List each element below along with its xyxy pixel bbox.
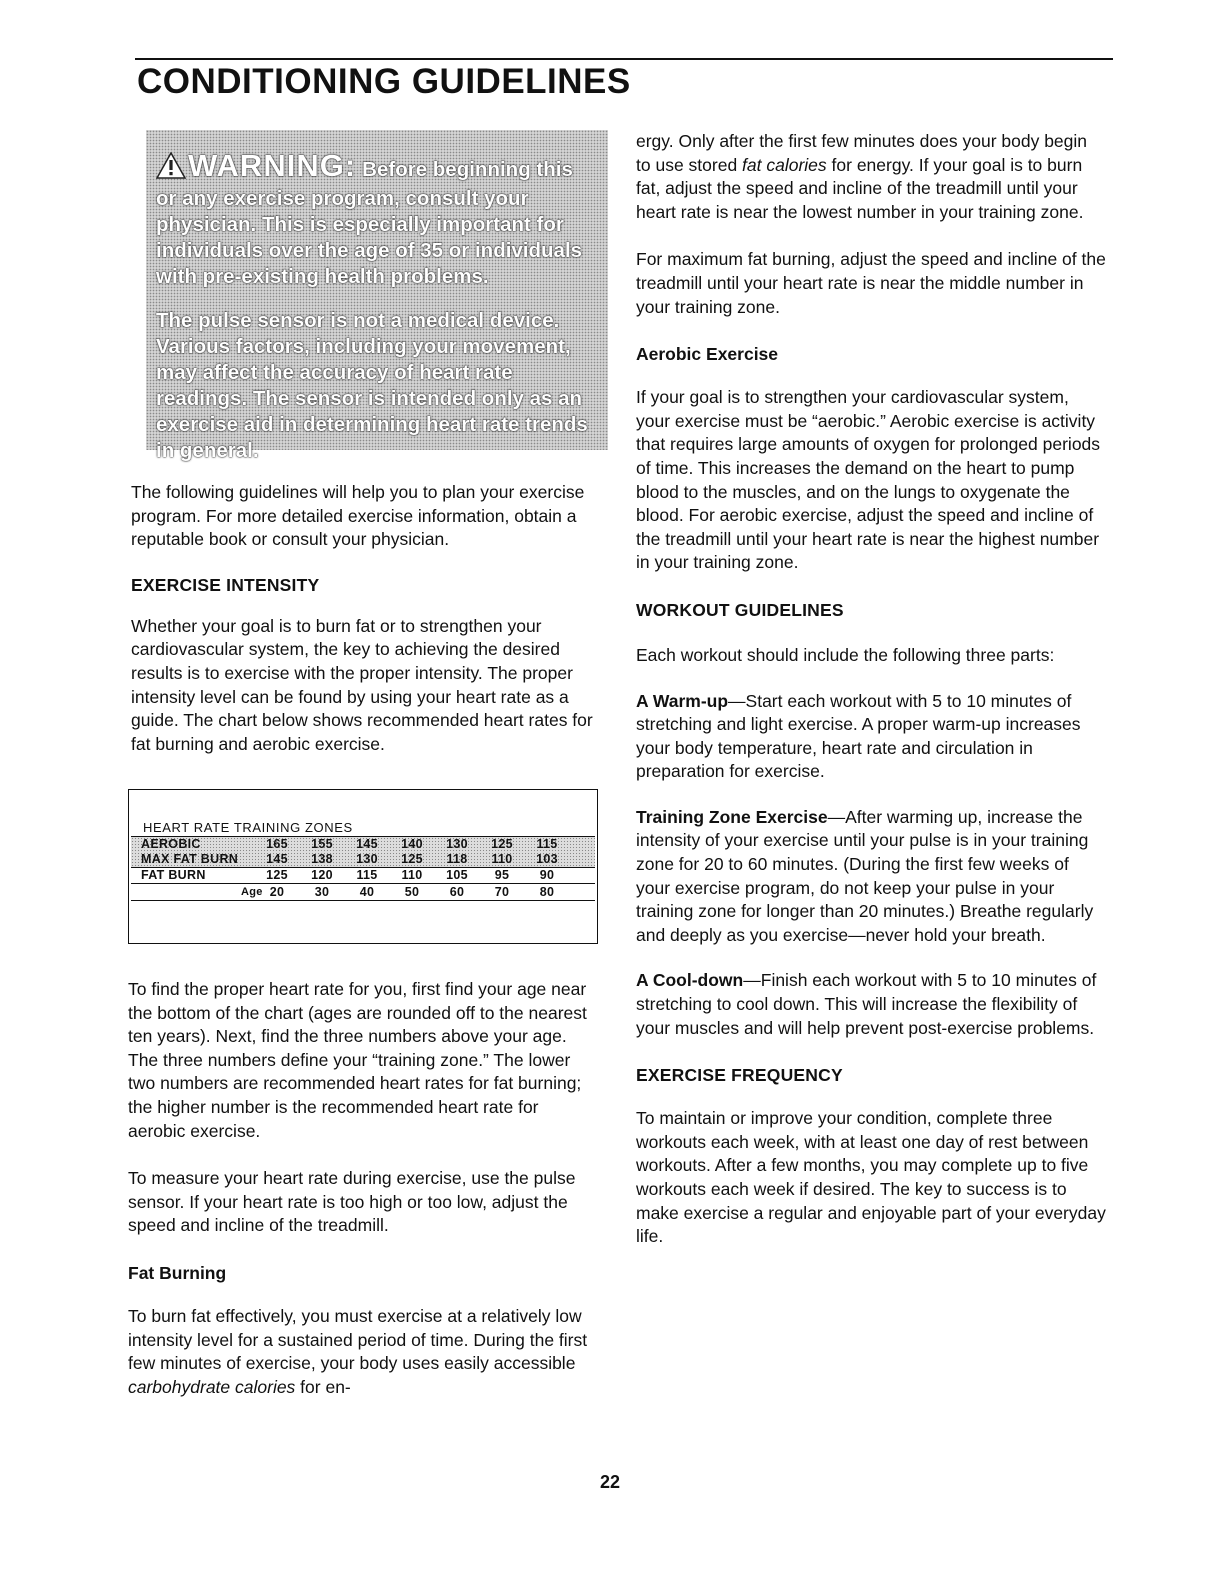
chart-cell: 125 xyxy=(491,837,513,851)
chart-cell: 155 xyxy=(311,837,333,851)
fat-calories-emphasis-visible: fat calories xyxy=(742,154,827,175)
cooldown-text: —Finish each workout with 5 to 10 minutes of stretching to cool down. This will increase the flexibility of your muscles and will help prevent post-exercise problems. xyxy=(636,970,1097,1038)
chart-cell: 138 xyxy=(311,852,333,866)
chart-cell: 120 xyxy=(311,868,333,882)
chart-row-aerobic xyxy=(131,836,595,853)
fat-burning-text-c: for energy. If your goal is to burn fat, adjust the speed and incline of the treadmill until your heart rate is near the lowest number in your training zone. xyxy=(636,154,1084,222)
warning-heading: WARNING: xyxy=(188,148,357,183)
warning-text-1: Before beginning this or any exercise program, consult your physician. This is especially important for individuals over the age of 35 or individuals with pre-existing health problems. xyxy=(156,158,583,288)
age-cell: 60 xyxy=(449,885,465,899)
chart-cell: 118 xyxy=(446,852,468,866)
fat-burning-paragraph-1a xyxy=(128,1305,598,1399)
age-cell: 30 xyxy=(314,885,330,899)
exercise-intensity-paragraph-1: Whether your goal is to burn fat or to strengthen your cardiovascular system, the key to achieving the desired results is to exercise with the proper intensity. The proper intensity level can be found by using your heart rate as a guide. The chart below shows recommended heart rates for fat burning and aerobic exercise. xyxy=(131,615,593,754)
right-column xyxy=(636,130,1106,1249)
exercise-frequency-heading: EXERCISE FREQUENCY xyxy=(636,1065,843,1086)
age-cell: 20 xyxy=(269,885,285,899)
chart-cell: 115 xyxy=(356,868,378,882)
warning-paragraph-1 xyxy=(156,148,598,290)
row-label: FAT BURN xyxy=(141,868,206,882)
cooldown-paragraph xyxy=(636,969,1106,1040)
fat-burning-paragraph-1b xyxy=(636,130,1106,224)
age-cell: 70 xyxy=(494,885,510,899)
training-zone-lead: Training Zone Exercise xyxy=(636,806,828,827)
aerobic-heading: Aerobic Exercise xyxy=(636,344,779,365)
chart-cell: 165 xyxy=(266,837,288,851)
chart-cell: 110 xyxy=(491,852,513,866)
chart-cell: 145 xyxy=(356,837,378,851)
chart-cell: 125 xyxy=(266,868,288,882)
exercise-intensity-paragraph-2: To find the proper heart rate for you, first find your age near the bottom of the chart (ages are rounded off to the nearest ten years). Next, find the three numbers above your age. The three numbers define your “training zone.” The lower two numbers are recommended heart rates for fat burning; the higher number is the recommended heart rate for aerobic exercise. xyxy=(128,979,587,1141)
warning-triangle-icon xyxy=(156,152,186,186)
chart-title: HEART RATE TRAINING ZONES xyxy=(143,820,353,835)
chart-cell: 110 xyxy=(401,868,423,882)
heart-rate-chart xyxy=(128,789,598,944)
chart-row-max-fat-burn xyxy=(131,852,595,868)
fat-burning-continuation xyxy=(636,131,1087,222)
workout-guidelines-heading: WORKOUT GUIDELINES xyxy=(636,599,844,620)
intro-paragraph: The following guidelines will help you to plan your exercise program. For more detailed exercise information, obtain a reputable book or consult your physician. xyxy=(131,482,585,550)
left-column-text xyxy=(131,481,601,756)
fat-burning-text-b2: ergy. Only after the first few minutes does your body begin to use stored xyxy=(636,131,1088,175)
warmup-lead: A Warm-up xyxy=(636,690,729,711)
exercise-intensity-paragraph-3: To measure your heart rate during exercise, use the pulse sensor. If your heart rate is too high or too low, adjust the speed and incline of the treadmill. xyxy=(128,1168,576,1236)
chart-cell: 115 xyxy=(536,837,558,851)
fat-burning-text-a: To burn fat effectively, you must exercise at a relatively low intensity level for a sustained period of time. During the first few minutes of exercise, your body uses easily accessible xyxy=(128,1305,588,1374)
chart-cell: 145 xyxy=(266,852,288,866)
warmup-text: —Start each workout with 5 to 10 minutes of stretching and light exercise. A proper warm-up increases your body temperature, heart rate and circulation in preparation for exercise. xyxy=(636,690,1081,782)
age-cell: 40 xyxy=(359,885,375,899)
age-cell: 80 xyxy=(539,885,555,899)
carbohydrate-calories-emphasis: carbohydrate calories xyxy=(128,1376,296,1397)
chart-cell: 140 xyxy=(401,837,423,851)
chart-cell: 105 xyxy=(446,868,468,882)
fat-burning-heading: Fat Burning xyxy=(128,1262,227,1283)
chart-cell: 90 xyxy=(539,868,555,882)
workout-intro: Each workout should include the following three parts: xyxy=(636,644,1055,665)
aerobic-paragraph: If your goal is to strengthen your cardiovascular system, your exercise must be “aerobic.” Aerobic exercise is activity that requires large amounts of oxygen for prolonged periods of time. This increases the demand on the heart to pump blood to the muscles, and on the lungs to oxygenate the blood. For aerobic exercise, adjust the speed and incline of the treadmill until your heart rate is near the highest number in your training zone. xyxy=(636,387,1101,573)
age-label: Age xyxy=(241,886,263,898)
chart-row-age xyxy=(131,884,595,901)
chart-row-fat-burn xyxy=(131,868,595,884)
chart-cell: 95 xyxy=(494,868,510,882)
cooldown-lead: A Cool-down xyxy=(636,970,744,991)
page-number: 22 xyxy=(599,1472,621,1492)
warning-box xyxy=(146,130,608,462)
fat-burning-paragraph-2: For maximum fat burning, adjust the speed and incline of the treadmill until your heart rate is near the middle number in your training zone. xyxy=(636,249,1106,317)
chart-cell: 125 xyxy=(401,852,423,866)
page-title: CONDITIONING GUIDELINES xyxy=(137,62,631,101)
row-label: MAX FAT BURN xyxy=(141,852,239,866)
warmup-paragraph xyxy=(636,690,1106,784)
exercise-frequency-paragraph: To maintain or improve your condition, complete three workouts each week, with at least one day of rest between workouts. After a few months, you may complete up to five workouts each week if desired. The key to success is to make exercise a regular and enjoyable part of your everyday life. xyxy=(636,1108,1106,1247)
left-column-lower xyxy=(128,978,598,1399)
fat-burning-text-b: for en- xyxy=(295,1376,351,1397)
row-label: AEROBIC xyxy=(141,837,201,851)
age-cell: 50 xyxy=(404,885,420,899)
chart-cell: 130 xyxy=(446,837,468,851)
exercise-intensity-heading: EXERCISE INTENSITY xyxy=(131,574,320,595)
chart-cell: 103 xyxy=(536,852,558,866)
chart-cell: 130 xyxy=(356,852,378,866)
training-zone-text: —After warming up, increase the intensity of your exercise until your pulse is in your training zone for 20 to 60 minutes. (During the first few weeks of your exercise program, do not keep your pulse in your training zone for longer than 20 minutes.) Breathe regularly and deeply as you exercise—never hold your breath. xyxy=(636,806,1094,945)
training-zone-paragraph xyxy=(636,806,1106,948)
warning-paragraph-2: The pulse sensor is not a medical device. Various factors, including your movement, may affect the accuracy of heart rate readings. The sensor is intended only as an exercise aid in determining heart rate trends in general. xyxy=(156,309,588,462)
